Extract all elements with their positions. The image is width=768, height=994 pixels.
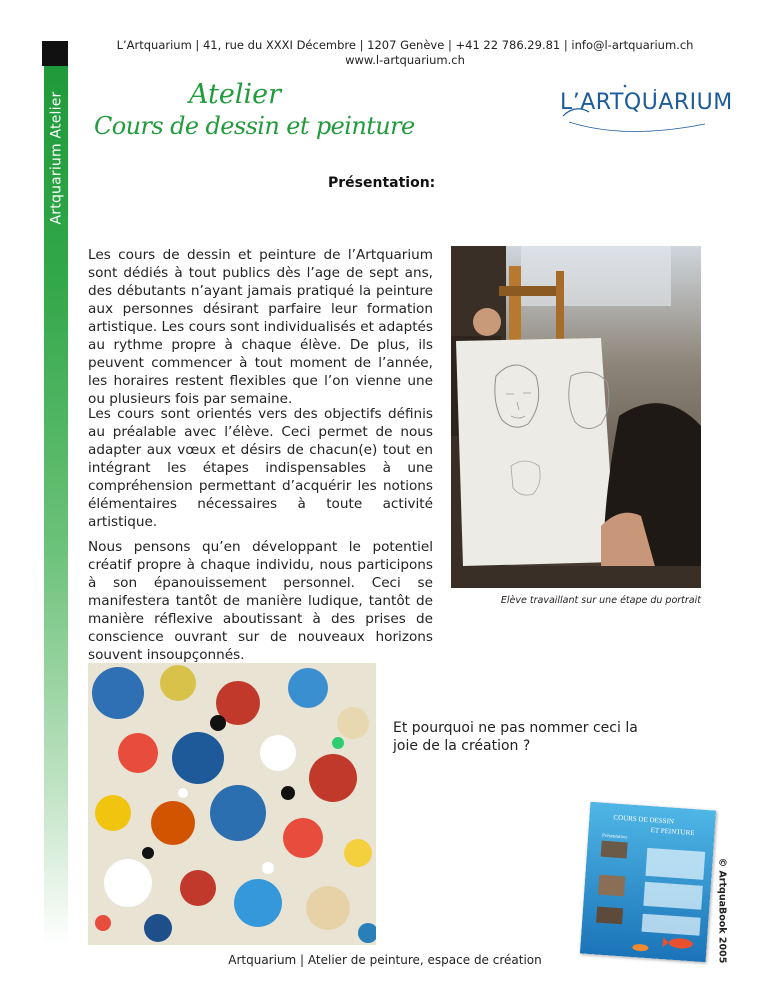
website-link[interactable]: www.l-artquarium.ch	[345, 53, 465, 67]
section-heading: Présentation:	[328, 175, 436, 191]
brochure-title-1: COURS DE DESSIN	[613, 813, 675, 826]
student-drawing-photo	[451, 246, 701, 588]
brochure-thumbnail	[580, 802, 716, 962]
page-title	[94, 80, 415, 142]
side-label: Artquarium Atelier	[48, 91, 65, 225]
brochure-title-2: ET PEINTURE	[650, 826, 695, 838]
paragraph-objectives: Les cours sont orientés vers des objectifs définis au préalable avec l’élève. Ceci permet de nous adapter aux vœux et désirs de chacun(e) tout en intégrant les étapes indispensables à une compréhension permettant d’acquérir les notions élémentaires nécessaires à toute activité artistique.	[88, 406, 433, 530]
paragraph-intro: Les cours de dessin et peinture de l’Artquarium sont dédiés à tout publics dès l’age de sept ans, des débutants n’ayant jamais pratiqué la peinture aux personnes désirant parfaire leur formation artistique. Les cours sont individualisés et adaptés au rythme propre à chaque élève. De plus, ils peuvent commencer à tout moment de l’année, les horaires restent flexibles que l’on vienne une ou plusieurs fois par semaine.	[88, 247, 433, 407]
title-line-2: Cours de dessin et peinture	[94, 112, 415, 140]
copyright-notice: © ArtquaBook 2005	[716, 857, 728, 963]
abstract-painting	[88, 663, 376, 945]
paragraph-creativity: Nous pensons qu’en développant le potentiel créatif propre à chaque individu, nous participons à son épanouissement personnel. Ceci se manifestera tantôt de manière ludique, tantôt de manière réflexive aboutissant à des prises de conscience ouvrant sur de nouveaux horizons souvent insoupçonnés.	[88, 539, 433, 663]
title-line-1: Atelier	[189, 79, 282, 110]
quote-text: Et pourquoi ne pas nommer ceci la joie de la création ?	[393, 720, 638, 754]
brochure-subtitle: Présentation	[601, 833, 627, 841]
photo-caption: Elève travaillant sur une étape du portrait	[500, 595, 701, 606]
header-address	[80, 38, 730, 68]
address-line: L’Artquarium | 41, rue du XXXI Décembre | 1207 Genève | +41 22 786.29.81 | info@l-artquarium.ch	[116, 38, 694, 52]
logo-wordmark: L’ARTQUARIUM	[560, 90, 733, 115]
page-footer: Artquarium | Atelier de peinture, espace de création	[228, 953, 542, 967]
corner-square	[42, 41, 68, 66]
